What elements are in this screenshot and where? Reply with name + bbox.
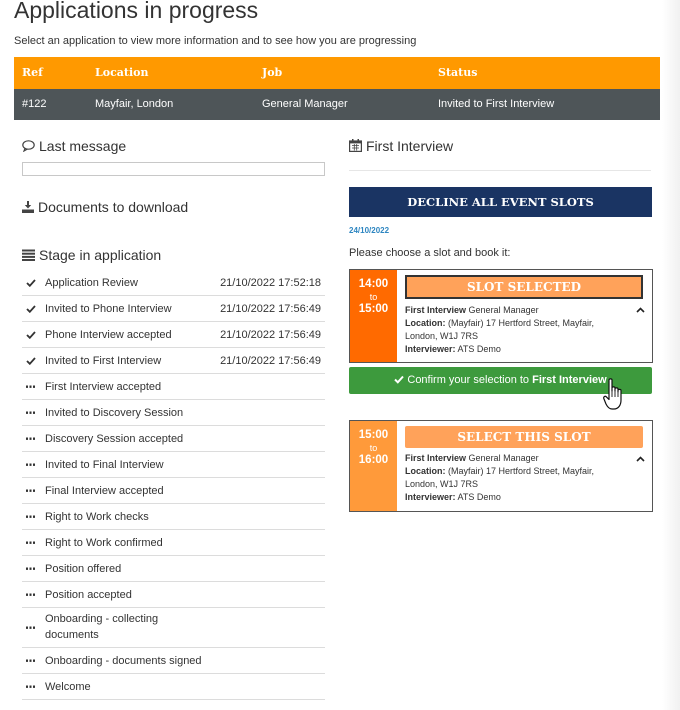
slot-event-name: First Interview [405,305,467,315]
ellipsis-icon [26,437,35,440]
select-slot-button[interactable]: SELECT THIS SLOT [405,426,643,448]
slot-info [405,304,620,356]
stage-label: Invited to Discovery Session [45,407,184,419]
slot-time-block-2 [350,421,397,511]
ellipsis-icon [26,489,35,492]
stage-label: Position accepted [45,589,132,601]
stage-list [22,270,325,700]
stage-item [22,530,325,556]
stage-label: Final Interview accepted [45,485,164,497]
choose-slot-text: Please choose a slot and book it: [349,247,511,259]
page-edge-shadow [662,0,680,710]
stage-item [22,648,325,674]
stage-item [22,556,325,582]
stage-label: Onboarding - collecting documents [45,613,159,641]
stage-item [22,296,325,322]
slot-location-label: Location: [405,318,446,328]
stage-date: 21/10/2022 17:56:49 [220,355,321,367]
check-icon [26,357,36,365]
application-status: Invited to First Interview [438,98,555,110]
check-icon [26,331,36,339]
ellipsis-icon [26,659,35,662]
slot-start-time: 14:00 [358,278,389,290]
stage-date: 21/10/2022 17:52:18 [220,277,321,289]
application-ref: #122 [22,98,47,110]
slot-to-2: to [369,443,378,453]
stage-label: First Interview accepted [45,381,162,393]
slot-info-2 [405,452,620,504]
stage-label: Welcome [45,681,91,693]
slot-time-block [350,270,397,362]
slot-interviewer-label: Interviewer: [405,344,456,354]
header-ref: Ref [22,66,43,79]
stage-item [22,582,325,608]
download-icon [22,201,34,213]
stage-label: Invited to First Interview [45,355,162,367]
ellipsis-icon [26,685,35,688]
application-row[interactable] [14,89,660,120]
chevron-up-icon[interactable] [636,456,645,462]
stage-item [22,452,325,478]
slot-location-2: (Mayfair) 17 Hertford Street, Mayfair, London, W1J 7RS [405,466,595,489]
check-icon [26,279,36,287]
documents-title: Documents to download [38,199,189,215]
check-icon [394,375,404,384]
applications-table [14,57,660,120]
stage-date: 21/10/2022 17:56:49 [220,303,321,315]
stage-item [22,426,325,452]
stage-item [22,608,325,648]
check-icon [26,305,36,313]
calendar-icon [349,139,362,152]
ellipsis-icon [26,385,35,388]
stage-item [22,322,325,348]
ellipsis-icon [26,567,35,570]
confirm-event-name: First Interview [532,374,607,386]
slot-start-time-2: 15:00 [358,429,389,441]
application-job: General Manager [262,98,348,110]
divider [349,170,651,171]
ellipsis-icon [26,515,35,518]
slot-selected-button[interactable]: SLOT SELECTED [405,275,643,299]
hand-cursor-icon [603,378,625,412]
stage-date: 21/10/2022 17:56:49 [220,329,321,341]
slot-interviewer: ATS Demo [457,344,501,354]
stage-label: Discovery Session accepted [45,433,184,445]
ellipsis-icon [26,541,35,544]
stage-item [22,478,325,504]
header-job: Job [262,66,283,79]
event-heading [349,138,453,154]
decline-all-slots-button[interactable]: DECLINE ALL EVENT SLOTS [349,187,652,217]
slot-event-name-2: First Interview [405,453,467,463]
stage-title: Stage in application [39,247,162,263]
last-message-title: Last message [39,138,127,154]
slot-job-2: General Manager [468,453,539,463]
list-icon [22,249,35,261]
stage-label: Application Review [45,277,138,289]
application-location: Mayfair, London [95,98,174,110]
slot-job: General Manager [468,305,539,315]
event-date: 24/10/2022 [349,226,390,235]
slot-location: (Mayfair) 17 Hertford Street, Mayfair, London, W1J 7RS [405,318,595,341]
event-title: First Interview [366,138,454,154]
slot-interviewer-2: ATS Demo [457,492,501,502]
stage-label: Right to Work checks [45,511,149,523]
stage-item [22,374,325,400]
stage-item [22,400,325,426]
slot-card-selected[interactable] [349,269,653,363]
slot-card[interactable] [349,420,653,512]
stage-label: Onboarding - documents signed [45,655,202,667]
last-message-heading [22,138,126,154]
ellipsis-icon [26,411,35,414]
stage-item [22,504,325,530]
speech-bubble-icon [22,140,35,152]
stage-heading [22,247,161,263]
stage-label: Position offered [45,563,122,575]
confirm-prefix: Confirm your selection to [407,374,533,386]
last-message-box [22,162,325,176]
chevron-up-icon[interactable] [636,307,645,313]
page-subtitle: Select an application to view more information and to see how you are progressing [14,35,417,47]
slot-end-time: 15:00 [358,303,389,315]
page-title: Applications in progress [14,0,259,23]
documents-heading [22,199,188,215]
stage-label: Invited to Phone Interview [45,303,172,315]
header-location: Location [95,66,149,79]
slot-interviewer-label-2: Interviewer: [405,492,456,502]
stage-item [22,270,325,296]
ellipsis-icon [26,463,35,466]
slot-end-time-2: 16:00 [358,454,389,466]
stage-label: Right to Work confirmed [45,537,163,549]
stage-label: Invited to Final Interview [45,459,164,471]
slot-location-label-2: Location: [405,466,446,476]
ellipsis-icon [26,626,35,629]
slot-to: to [369,292,378,302]
stage-label: Phone Interview accepted [45,329,172,341]
ellipsis-icon [26,593,35,596]
stage-item [22,348,325,374]
header-status: Status [438,66,478,79]
stage-item [22,674,325,700]
applications-table-header [14,57,660,89]
